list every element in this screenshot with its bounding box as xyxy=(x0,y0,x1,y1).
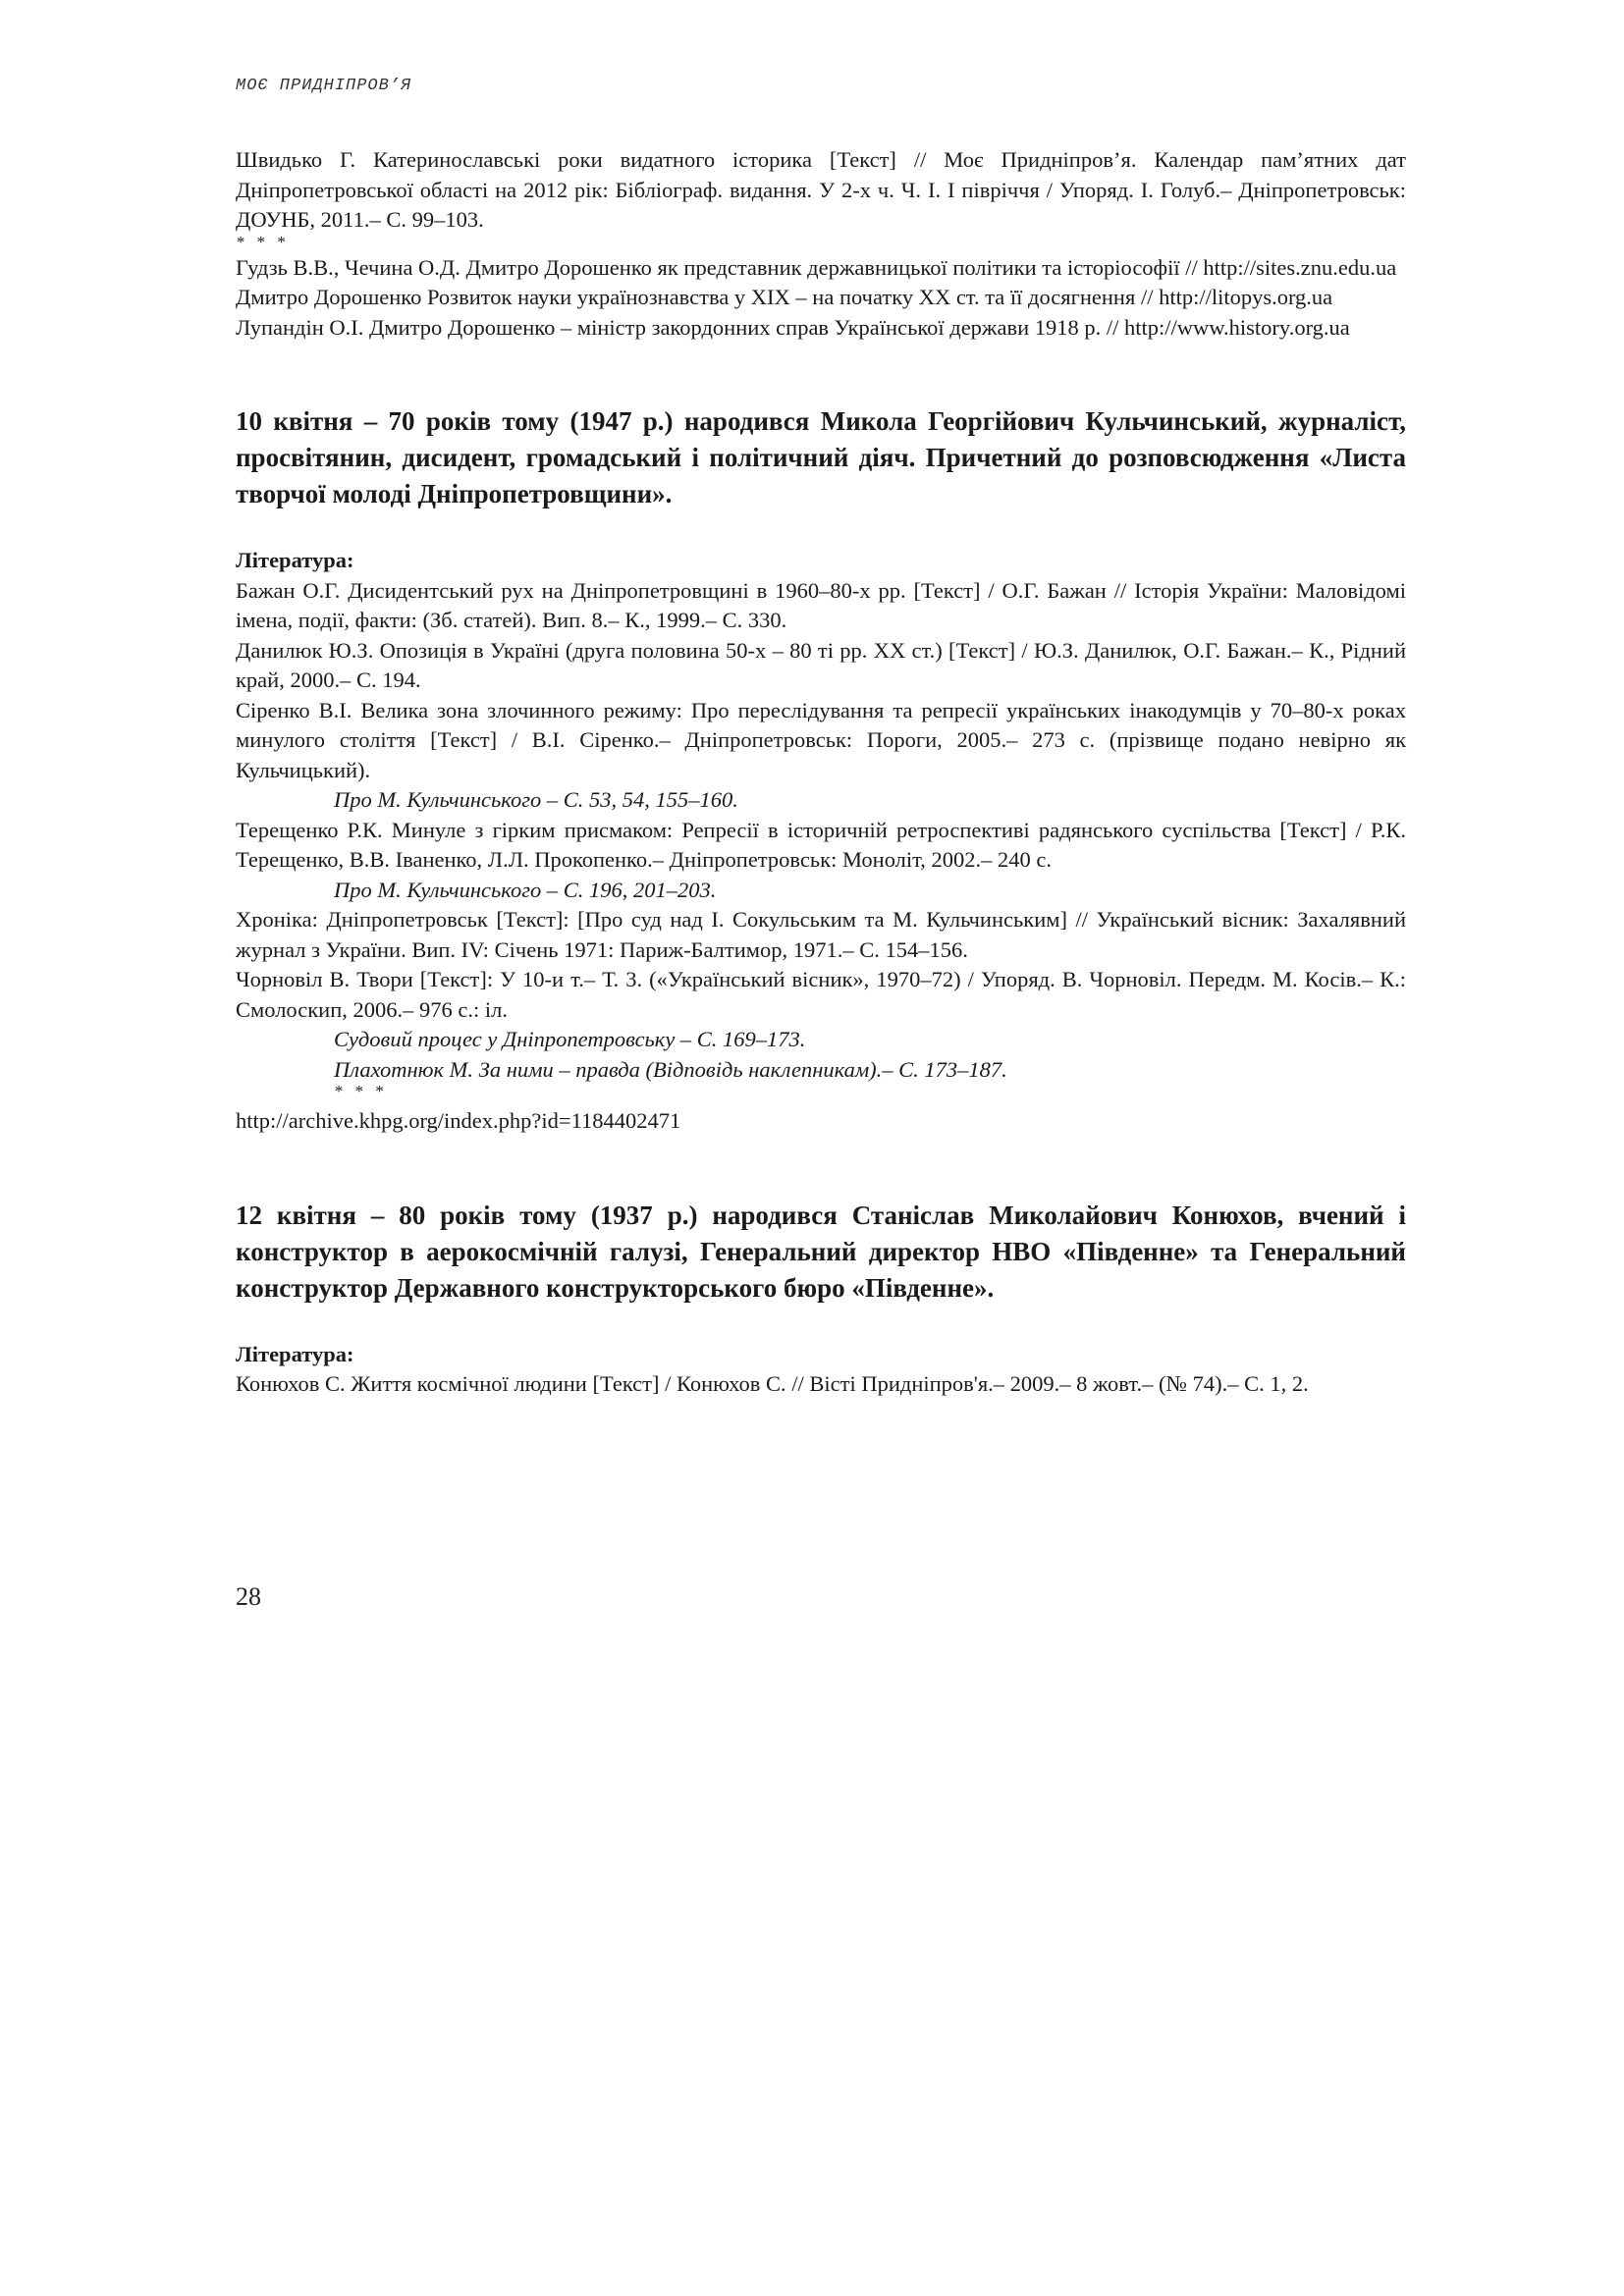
bibliography-entry-online: Лупандін О.І. Дмитро Дорошенко – міністр закордонних справ Української держави 1918 р. // http://www.history.org.ua xyxy=(236,314,1350,340)
section-heading: 10 квітня – 70 років тому (1947 р.) народився Микола Георгійович Кульчинський, журналіст, просвітянин, дисидент, громадський і політичний діяч. Причетний до розповсюдження «Листа творчої молоді Дніпропетровщини». xyxy=(236,406,1406,508)
bibliography-entry: Швидько Г. Катеринославські роки видатного історика [Текст] // Моє Придніпров’я. Календар пам’ятних дат Дніпропетровської області на 2012 рік: Бібліограф. видання. У 2-х ч. Ч. І. І півріччя / Упоряд. І. Голуб.– Дніпропетровськ: ДОУНБ, 2011.– С. 99–103. xyxy=(236,147,1406,232)
page-number: 28 xyxy=(236,1582,261,1611)
literature-label: Література: xyxy=(236,548,354,572)
section-kulchynskyi xyxy=(236,403,1406,1137)
section-separator: * * * xyxy=(334,1082,387,1100)
section-koniukhov xyxy=(236,1198,1406,1400)
bibliography-entry-online: Гудзь В.В., Чечина О.Д. Дмитро Дорошенко як представник державницької політики та історіософії // http://sites.znu.edu.ua xyxy=(236,254,1397,280)
bibliography-entry: Бажан О.Г. Дисидентський рух на Дніпропетровщині в 1960–80-х рр. [Текст] / О.Г. Бажан // Історія України: Маловідомі імена, події, факти: (Зб. статей). Вип. 8.– К., 1999.– С. 330. xyxy=(236,577,1406,632)
bibliography-note: Про М. Кульчинського – С. 53, 54, 155–160. xyxy=(334,787,738,812)
web-link: http://archive.khpg.org/index.php?id=1184402471 xyxy=(236,1108,681,1133)
bibliography-entry: Данилюк Ю.З. Опозиція в Україні (друга половина 50-х – 80 ті рр. ХХ ст.) [Текст] / Ю.З. Данилюк, О.Г. Бажан.– К., Рідний край, 2000.– С. 194. xyxy=(236,637,1406,692)
section-heading: 12 квітня – 80 років тому (1937 р.) народився Станіслав Миколайович Конюхов, вчений і конструктор в аерокосмічній галузі, Генеральний директор НВО «Південне» та Генеральний конструктор Державного конструкторського бюро «Південне». xyxy=(236,1200,1406,1303)
bibliography-entry: Чорновіл В. Твори [Текст]: У 10-и т.– Т. 3. («Український вісник», 1970–72) / Упоряд. В. Чорновіл. Передм. М. Косів.– К.: Смолоскип, 2006.– 976 с.: іл. xyxy=(236,967,1406,1022)
bibliography-entry-online: Дмитро Дорошенко Розвиток науки українознавства у ХІХ – на початку ХХ ст. та її досягнення // http://litopys.org.ua xyxy=(236,285,1333,309)
bibliography-entry: Терещенко Р.К. Минуле з гірким присмаком: Репресії в історичній ретроспективі радянського суспільства [Текст] / Р.К. Терещенко, В.В. Іваненко, Л.Л. Прокопенко.– Дніпропетровськ: Моноліт, 2002.– 240 с. xyxy=(236,817,1406,872)
bibliography-note: Плахотнюк М. За ними – правда (Відповідь наклепникам).– С. 173–187. xyxy=(334,1056,1007,1082)
page-content xyxy=(236,145,1406,1400)
running-header: МОЄ ПРИДНІПРОВ’Я xyxy=(236,77,412,95)
literature-label: Література: xyxy=(236,1341,354,1366)
bibliography-block-doroshenko xyxy=(236,145,1406,343)
bibliography-entry: Конюхов С. Життя космічної людини [Текст] / Конюхов С. // Вісті Придніпров'я.– 2009.– 8 жовт.– (№ 74).– С. 1, 2. xyxy=(236,1371,1309,1396)
section-separator: * * * xyxy=(236,232,289,251)
bibliography-note: Про М. Кульчинського – С. 196, 201–203. xyxy=(334,877,717,902)
bibliography-entry: Сіренко В.І. Велика зона злочинного режиму: Про переслідування та репресії українських інакодумців у 70–80-х роках минулого століття [Текст] / В.І. Сіренко.– Дніпропетровськ: Пороги, 2005.– 273 с. (прізвище подано невірно як Кульчицький). xyxy=(236,697,1406,782)
bibliography-note: Судовий процес у Дніпропетровську – С. 169–173. xyxy=(334,1027,806,1051)
bibliography-entry: Хроніка: Дніпропетровськ [Текст]: [Про суд над І. Сокульським та М. Кульчинським] // Український вісник: Захалявний журнал з України. Вип. IV: Січень 1971: Париж-Балтимор, 1971.– С. 154–156. xyxy=(236,907,1406,962)
